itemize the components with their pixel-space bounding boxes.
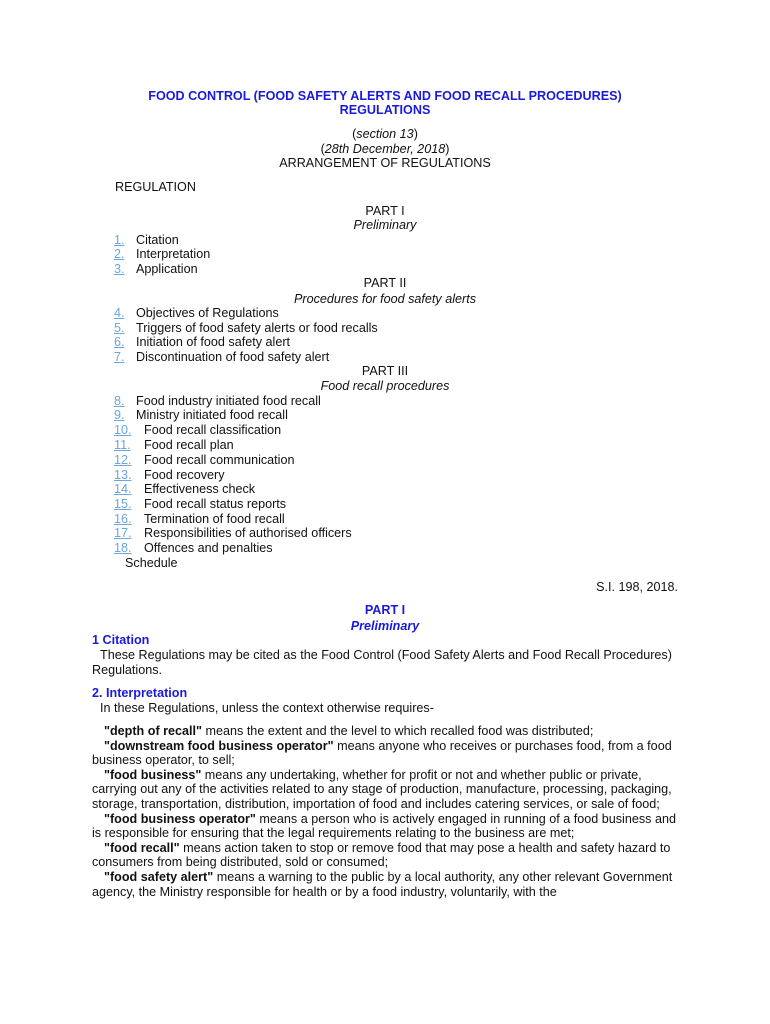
toc-item-label: Objectives of Regulations bbox=[136, 306, 279, 320]
toc-item-label: Responsibilities of authorised officers bbox=[144, 526, 352, 540]
section-2-intro: In these Regulations, unless the context otherwise requires- bbox=[100, 701, 434, 715]
toc-item-17[interactable] bbox=[114, 526, 352, 541]
toc-item-number[interactable]: 8. bbox=[114, 394, 125, 408]
toc-item-label: Initiation of food safety alert bbox=[136, 335, 291, 349]
toc-item-18[interactable] bbox=[114, 541, 273, 556]
toc-item-number[interactable]: 1. bbox=[114, 233, 125, 247]
definition-text: means a person who is actively engaged in running of a food business and is responsible for ensuring that the legal requirements relating to the business are met; bbox=[92, 811, 676, 841]
definition-term: "food business operator" bbox=[104, 811, 256, 826]
toc-part3-subtitle: Food recall procedures bbox=[320, 379, 450, 393]
toc-item-number[interactable]: 12. bbox=[114, 453, 132, 467]
definition-term: "food recall" bbox=[104, 840, 180, 855]
toc-item-number[interactable]: 5. bbox=[114, 321, 125, 335]
toc-item-6[interactable] bbox=[114, 335, 290, 350]
body-part-subtitle: Preliminary bbox=[350, 619, 420, 633]
toc-item-label: Termination of food recall bbox=[144, 512, 285, 526]
definition-item bbox=[92, 724, 684, 739]
toc-item-number[interactable]: 18. bbox=[114, 541, 132, 555]
definition-text: means a warning to the public by a local authority, any other relevant Government agency, the Ministry responsible for health or by a food industry, voluntarily, with the bbox=[92, 869, 673, 899]
toc-item-16[interactable] bbox=[114, 512, 285, 527]
date-reference-text: 28th December, 2018 bbox=[324, 142, 446, 156]
toc-item-number[interactable]: 16. bbox=[114, 512, 132, 526]
section-1-text: These Regulations may be cited as the Food Control (Food Safety Alerts and Food Recall Procedures) Regulations. bbox=[92, 648, 672, 677]
toc-item-number[interactable]: 11. bbox=[114, 438, 131, 452]
toc-item-label: Food industry initiated food recall bbox=[136, 394, 321, 408]
toc-item-label: Effectiveness check bbox=[144, 482, 256, 496]
document-title-line2: REGULATIONS bbox=[339, 103, 431, 117]
toc-item-label: Citation bbox=[136, 233, 179, 247]
definition-term: "depth of recall" bbox=[104, 724, 203, 738]
toc-item-label: Interpretation bbox=[136, 247, 211, 261]
toc-item-3[interactable] bbox=[114, 262, 198, 277]
toc-part2-subtitle: Procedures for food safety alerts bbox=[293, 292, 476, 306]
statutory-instrument-reference: S.I. 198, 2018. bbox=[596, 580, 678, 594]
toc-item-15[interactable] bbox=[114, 497, 286, 512]
toc-item-number[interactable]: 4. bbox=[114, 306, 125, 320]
regulation-label: REGULATION bbox=[115, 180, 196, 194]
toc-item-number[interactable]: 9. bbox=[114, 408, 125, 422]
definition-item bbox=[92, 739, 684, 768]
toc-item-number[interactable]: 3. bbox=[114, 262, 125, 276]
toc-item-4[interactable] bbox=[114, 306, 279, 321]
toc-item-number[interactable]: 17. bbox=[114, 526, 132, 540]
toc-item-number[interactable]: 13. bbox=[114, 468, 132, 482]
toc-part1-subtitle: Preliminary bbox=[353, 218, 417, 232]
definitions-list bbox=[92, 724, 684, 899]
body-part-heading: PART I bbox=[364, 603, 406, 617]
toc-item-label: Discontinuation of food safety alert bbox=[136, 350, 330, 364]
toc-item-10[interactable] bbox=[114, 423, 281, 438]
toc-item-9[interactable] bbox=[114, 408, 288, 423]
definition-item bbox=[92, 870, 684, 899]
toc-item-label: Food recovery bbox=[144, 468, 225, 482]
toc-part2-heading: PART II bbox=[363, 276, 407, 290]
definition-term: "food business" bbox=[104, 767, 202, 782]
toc-item-label: Food recall communication bbox=[144, 453, 295, 467]
section-reference-text: section 13 bbox=[356, 127, 414, 141]
toc-item-13[interactable] bbox=[114, 468, 225, 483]
toc-item-label: Application bbox=[136, 262, 198, 276]
definition-text: means action taken to stop or remove food that may pose a health and safety hazard to consumers from being distributed, sold or consumed; bbox=[92, 840, 671, 870]
definition-item bbox=[92, 841, 684, 870]
toc-schedule: Schedule bbox=[125, 556, 178, 570]
toc-item-number[interactable]: 2. bbox=[114, 247, 125, 261]
toc-item-12[interactable] bbox=[114, 453, 295, 468]
definition-item bbox=[92, 768, 684, 812]
toc-part3-heading: PART III bbox=[361, 364, 409, 378]
toc-part1-heading: PART I bbox=[365, 204, 405, 218]
toc-item-2[interactable] bbox=[114, 247, 210, 262]
toc-item-label: Food recall classification bbox=[144, 423, 282, 437]
definition-text: means anyone who receives or purchases food, from a food business operator, to sell; bbox=[92, 738, 672, 768]
definition-item bbox=[92, 812, 684, 841]
toc-item-label: Food recall plan bbox=[144, 438, 234, 452]
arrangement-heading: ARRANGEMENT OF REGULATIONS bbox=[279, 156, 491, 170]
document-title-line1: FOOD CONTROL (FOOD SAFETY ALERTS AND FOOD RECALL PROCEDURES) bbox=[148, 89, 622, 103]
definition-term: "downstream food business operator" bbox=[104, 738, 334, 753]
toc-item-7[interactable] bbox=[114, 350, 329, 365]
toc-item-label: Offences and penalties bbox=[144, 541, 273, 555]
definition-text: means the extent and the level to which recalled food was distributed; bbox=[202, 724, 594, 738]
toc-item-number[interactable]: 10. bbox=[114, 423, 132, 437]
toc-item-1[interactable] bbox=[114, 233, 179, 248]
toc-item-label: Ministry initiated food recall bbox=[136, 408, 288, 422]
toc-item-number[interactable]: 14. bbox=[114, 482, 132, 496]
toc-item-5[interactable] bbox=[114, 321, 378, 336]
date-reference: (28th December, 2018) bbox=[320, 142, 450, 156]
toc-item-label: Triggers of food safety alerts or food recalls bbox=[136, 321, 378, 335]
toc-item-8[interactable] bbox=[114, 394, 321, 409]
section-2-heading: 2. Interpretation bbox=[92, 686, 188, 700]
toc-item-number[interactable]: 15. bbox=[114, 497, 132, 511]
definition-text: means any undertaking, whether for profit or not and whether public or private, carrying out any of the activities related to any stage of production, manufacture, processing, packaging, storage, transportation, distribution, importation of food and includes catering services, or sale of food; bbox=[92, 767, 672, 811]
toc-item-label: Food recall status reports bbox=[144, 497, 287, 511]
section-1-heading: 1 Citation bbox=[92, 633, 150, 647]
toc-item-number[interactable]: 7. bbox=[114, 350, 125, 364]
toc-item-number[interactable]: 6. bbox=[114, 335, 125, 349]
toc-item-14[interactable] bbox=[114, 482, 255, 497]
section-reference: (section 13) bbox=[352, 127, 418, 141]
toc-item-11[interactable] bbox=[114, 438, 234, 453]
definition-term: "food safety alert" bbox=[104, 869, 214, 884]
